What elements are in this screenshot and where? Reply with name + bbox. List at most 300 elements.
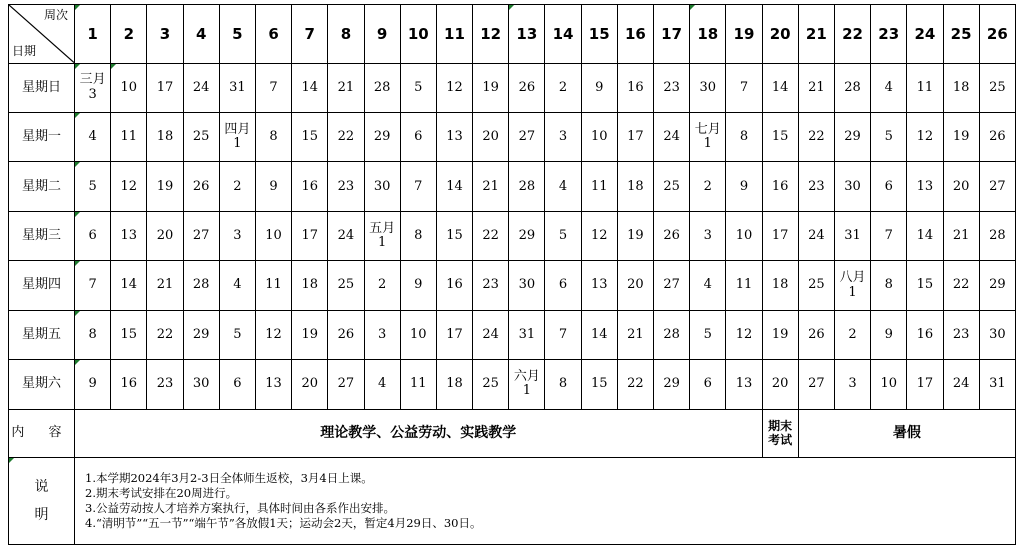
date-number: 8 (884, 277, 893, 293)
week-header-4: 4 (183, 5, 219, 64)
date-number: 5 (88, 178, 97, 194)
date-cell (726, 63, 762, 112)
date-number: 10 (265, 227, 282, 243)
date-cell (979, 112, 1015, 161)
date-cell (328, 63, 364, 112)
date-cell (255, 310, 291, 359)
date-cell (979, 211, 1015, 260)
notes-label (9, 458, 75, 545)
date-number: 20 (301, 376, 318, 392)
date-number: 3 (88, 86, 97, 102)
date-number: 3 (558, 129, 568, 145)
week-header-11: 11 (436, 5, 472, 64)
date-cell (364, 310, 400, 359)
date-number: 9 (884, 326, 893, 342)
date-number: 18 (627, 178, 644, 194)
date-cell (436, 63, 472, 112)
cell-marker (690, 5, 695, 10)
date-number: 4 (377, 376, 387, 392)
date-number: 16 (446, 277, 463, 293)
date-cell (654, 310, 690, 359)
date-number: 20 (627, 277, 644, 293)
date-cell (943, 310, 979, 359)
date-number: 18 (301, 277, 318, 293)
week-header-19: 19 (726, 5, 762, 64)
week-header-13: 13 (509, 5, 545, 64)
date-number: 28 (518, 178, 536, 194)
date-number: 18 (952, 79, 970, 95)
date-number: 1 (848, 284, 857, 300)
date-number: 22 (482, 227, 499, 243)
date-number: 6 (88, 227, 97, 243)
date-number: 27 (518, 129, 536, 145)
date-cell (111, 211, 147, 260)
date-cell (364, 360, 400, 409)
notes-content (75, 458, 1016, 545)
calendar-body (9, 5, 1016, 545)
cell-marker (111, 64, 116, 69)
date-cell (255, 162, 291, 211)
date-number: 16 (301, 178, 318, 194)
date-number: 10 (735, 227, 753, 243)
date-cell (871, 211, 907, 260)
date-cell (328, 360, 364, 409)
date-cell (690, 162, 726, 211)
week-header-12: 12 (473, 5, 509, 64)
date-cell (183, 112, 219, 161)
date-number: 4 (703, 277, 712, 293)
date-cell (473, 211, 509, 260)
date-number: 22 (808, 129, 825, 145)
date-number: 30 (518, 277, 536, 293)
date-cell (328, 310, 364, 359)
week-header-22: 22 (834, 5, 870, 64)
date-cell (726, 112, 762, 161)
day-label: 星期二 (9, 162, 75, 211)
date-number: 26 (808, 326, 825, 342)
date-cell (219, 211, 255, 260)
date-number: 21 (808, 79, 825, 95)
date-cell (690, 112, 726, 161)
date-number: 17 (301, 227, 318, 243)
date-number: 24 (482, 326, 499, 342)
note-line: 1.本学期2024年3月2-3日全体师生返校，3月4日上课。 (85, 471, 373, 486)
date-number: 11 (265, 277, 282, 293)
corner-cell (9, 5, 75, 64)
date-number: 27 (663, 277, 680, 293)
date-cell (364, 112, 400, 161)
date-number: 21 (156, 277, 174, 293)
date-cell (798, 162, 834, 211)
date-cell (834, 63, 870, 112)
date-cell (473, 63, 509, 112)
date-number: 14 (120, 277, 138, 293)
day-label: 星期六 (9, 360, 75, 409)
date-number: 13 (916, 178, 934, 194)
date-cell (726, 162, 762, 211)
date-cell (292, 360, 328, 409)
date-cell (400, 261, 436, 310)
date-cell (328, 162, 364, 211)
date-cell (690, 63, 726, 112)
date-cell (762, 112, 798, 161)
date-number: 11 (590, 178, 608, 194)
date-cell (545, 211, 581, 260)
day-label: 星期三 (9, 211, 75, 260)
date-number: 16 (120, 376, 138, 392)
date-cell (581, 211, 617, 260)
date-number: 25 (192, 129, 210, 145)
week-header-18: 18 (690, 5, 726, 64)
date-cell (654, 162, 690, 211)
date-cell (690, 360, 726, 409)
date-cell (545, 112, 581, 161)
date-cell (907, 112, 943, 161)
date-number: 10 (880, 376, 897, 392)
month-label: 六月 (513, 369, 540, 385)
date-number: 12 (446, 79, 463, 95)
notes-label-1: 说 (34, 479, 49, 496)
date-number: 19 (627, 227, 644, 243)
date-number: 30 (844, 178, 861, 194)
date-number: 26 (337, 326, 355, 342)
date-number: 12 (916, 129, 934, 145)
corner-date-label: 日期 (12, 44, 37, 59)
date-cell (147, 211, 183, 260)
month-label: 八月 (839, 270, 866, 286)
day-row (9, 310, 1016, 359)
date-number: 23 (482, 277, 499, 293)
date-cell (111, 360, 147, 409)
date-cell (943, 211, 979, 260)
month-label: 四月 (224, 121, 251, 137)
summer-vacation: 暑假 (798, 409, 1015, 457)
date-cell (292, 310, 328, 359)
date-number: 4 (558, 178, 568, 194)
date-cell (400, 162, 436, 211)
date-number: 29 (373, 129, 391, 145)
date-number: 30 (699, 79, 717, 95)
date-number: 21 (482, 178, 499, 194)
date-number: 6 (703, 376, 712, 392)
date-cell (943, 261, 979, 310)
date-cell (436, 211, 472, 260)
date-number: 2 (703, 178, 712, 194)
date-cell (907, 261, 943, 310)
date-number: 20 (156, 227, 174, 243)
date-cell (979, 261, 1015, 310)
date-cell (219, 360, 255, 409)
school-calendar-table (8, 4, 1016, 545)
date-number: 15 (446, 227, 463, 243)
date-cell (75, 211, 111, 260)
date-cell (292, 63, 328, 112)
date-cell (509, 112, 545, 161)
date-cell (726, 360, 762, 409)
date-number: 15 (301, 129, 318, 145)
date-number: 29 (989, 277, 1006, 293)
day-row (9, 261, 1016, 310)
date-cell (979, 360, 1015, 409)
date-cell (726, 261, 762, 310)
date-cell (871, 360, 907, 409)
date-cell (762, 360, 798, 409)
date-number: 11 (735, 277, 753, 293)
date-cell (871, 261, 907, 310)
date-cell (834, 162, 870, 211)
date-cell (545, 360, 581, 409)
date-cell (907, 63, 943, 112)
week-header-20: 20 (762, 5, 798, 64)
date-number: 1 (703, 136, 712, 152)
date-number: 15 (916, 277, 934, 293)
teaching-content: 理论教学、公益劳动、实践教学 (75, 409, 763, 457)
date-cell (75, 261, 111, 310)
cell-marker (509, 5, 514, 10)
date-cell (762, 310, 798, 359)
date-number: 28 (989, 227, 1006, 243)
date-number: 12 (590, 227, 608, 243)
date-number: 8 (739, 129, 749, 145)
date-cell (798, 63, 834, 112)
week-header-8: 8 (328, 5, 364, 64)
date-number: 20 (482, 129, 499, 145)
cell-marker (75, 212, 80, 217)
date-cell (111, 112, 147, 161)
date-cell (436, 360, 472, 409)
date-cell (798, 360, 834, 409)
date-number: 26 (989, 129, 1006, 145)
date-cell (654, 112, 690, 161)
date-cell (617, 261, 653, 310)
date-number: 27 (337, 376, 355, 392)
date-number: 21 (337, 79, 355, 95)
week-header-10: 10 (400, 5, 436, 64)
date-number: 5 (884, 129, 893, 145)
day-row (9, 360, 1016, 409)
date-cell (581, 112, 617, 161)
date-cell (255, 112, 291, 161)
header-row (9, 5, 1016, 64)
date-number: 7 (88, 277, 97, 293)
date-cell (436, 310, 472, 359)
day-label: 星期日 (9, 63, 75, 112)
date-cell (509, 162, 545, 211)
date-number: 9 (739, 178, 749, 194)
cell-marker (9, 458, 14, 463)
date-cell (364, 211, 400, 260)
date-number: 19 (301, 326, 318, 342)
date-number: 23 (663, 79, 680, 95)
date-cell (943, 360, 979, 409)
date-cell (979, 310, 1015, 359)
date-number: 15 (590, 376, 608, 392)
date-number: 10 (120, 79, 138, 95)
date-cell (147, 112, 183, 161)
date-number: 7 (739, 79, 749, 95)
date-cell (509, 211, 545, 260)
date-number: 21 (952, 227, 970, 243)
date-number: 4 (233, 277, 242, 293)
notes-row (9, 458, 1016, 545)
date-number: 6 (558, 277, 568, 293)
cell-marker (75, 360, 80, 365)
date-cell (255, 63, 291, 112)
date-number: 12 (735, 326, 753, 342)
note-line: 3.公益劳动按人才培养方案执行，具体时间由各系作出安排。 (85, 501, 395, 516)
date-number: 17 (446, 326, 463, 342)
date-cell (183, 63, 219, 112)
date-number: 16 (916, 326, 934, 342)
date-cell (147, 162, 183, 211)
date-cell (292, 112, 328, 161)
date-cell (654, 63, 690, 112)
week-header-17: 17 (654, 5, 690, 64)
date-number: 27 (192, 227, 210, 243)
date-cell (111, 162, 147, 211)
content-row (9, 409, 1016, 457)
date-number: 3 (703, 227, 712, 243)
date-number: 22 (156, 326, 174, 342)
date-cell (943, 63, 979, 112)
date-cell (654, 360, 690, 409)
date-number: 29 (844, 129, 861, 145)
date-cell (834, 360, 870, 409)
date-cell (364, 261, 400, 310)
date-cell (473, 112, 509, 161)
date-cell (762, 261, 798, 310)
date-number: 14 (301, 79, 318, 95)
corner-week-label: 周次 (43, 8, 68, 22)
date-number: 2 (377, 277, 387, 293)
date-cell (473, 162, 509, 211)
date-cell (473, 360, 509, 409)
date-number: 14 (446, 178, 463, 194)
date-number: 7 (269, 79, 278, 95)
date-number: 28 (192, 277, 210, 293)
date-cell (834, 261, 870, 310)
date-cell (255, 211, 291, 260)
date-number: 17 (916, 376, 934, 392)
month-label: 五月 (369, 220, 396, 236)
date-cell (545, 63, 581, 112)
date-cell (690, 310, 726, 359)
date-cell (834, 211, 870, 260)
week-header-23: 23 (871, 5, 907, 64)
week-header-6: 6 (255, 5, 291, 64)
date-cell (400, 211, 436, 260)
date-number: 22 (337, 129, 355, 145)
date-cell (364, 63, 400, 112)
week-header-24: 24 (907, 5, 943, 64)
date-number: 22 (627, 376, 644, 392)
date-number: 8 (414, 227, 423, 243)
date-number: 5 (233, 326, 242, 342)
date-number: 6 (414, 129, 423, 145)
date-cell (690, 211, 726, 260)
date-cell (907, 310, 943, 359)
date-number: 3 (848, 376, 857, 392)
month-label: 三月 (79, 72, 106, 88)
date-cell (545, 162, 581, 211)
date-number: 14 (590, 326, 608, 342)
date-cell (328, 211, 364, 260)
date-cell (581, 63, 617, 112)
date-number: 8 (269, 129, 278, 145)
date-cell (75, 360, 111, 409)
date-number: 1 (377, 235, 387, 251)
date-cell (183, 162, 219, 211)
cell-marker (75, 162, 80, 167)
date-number: 6 (233, 376, 242, 392)
date-number: 5 (703, 326, 712, 342)
week-header-3: 3 (147, 5, 183, 64)
date-number: 23 (337, 178, 355, 194)
date-cell (219, 162, 255, 211)
date-cell (183, 310, 219, 359)
cell-marker (75, 311, 80, 316)
date-cell (726, 211, 762, 260)
date-cell (400, 310, 436, 359)
date-cell (219, 63, 255, 112)
date-cell (798, 261, 834, 310)
date-number: 17 (627, 129, 644, 145)
date-number: 12 (265, 326, 282, 342)
date-number: 24 (952, 376, 970, 392)
date-cell (328, 112, 364, 161)
date-number: 1 (522, 383, 531, 399)
week-header-2: 2 (111, 5, 147, 64)
date-number: 15 (771, 129, 789, 145)
date-number: 24 (808, 227, 825, 243)
day-label: 星期五 (9, 310, 75, 359)
date-cell (871, 162, 907, 211)
date-cell (907, 162, 943, 211)
date-number: 5 (414, 79, 423, 95)
final-exam-cell (762, 409, 798, 457)
date-number: 13 (590, 277, 608, 293)
date-number: 20 (952, 178, 970, 194)
date-cell (147, 63, 183, 112)
date-cell (617, 112, 653, 161)
date-cell (219, 261, 255, 310)
date-number: 18 (156, 129, 174, 145)
date-number: 27 (989, 178, 1006, 194)
date-number: 16 (771, 178, 789, 194)
date-cell (798, 211, 834, 260)
date-cell (617, 63, 653, 112)
week-header-21: 21 (798, 5, 834, 64)
date-number: 24 (192, 79, 210, 95)
date-cell (400, 360, 436, 409)
date-cell (255, 360, 291, 409)
date-cell (581, 261, 617, 310)
date-number: 2 (233, 178, 242, 194)
date-cell (545, 261, 581, 310)
date-cell (111, 63, 147, 112)
content-label: 内 容 (9, 409, 75, 457)
week-header-5: 5 (219, 5, 255, 64)
week-header-7: 7 (292, 5, 328, 64)
date-number: 19 (482, 79, 499, 95)
date-cell (907, 211, 943, 260)
date-number: 14 (771, 79, 789, 95)
date-number: 5 (558, 227, 568, 243)
date-number: 31 (229, 79, 246, 95)
date-cell (943, 162, 979, 211)
date-cell (545, 310, 581, 359)
date-number: 14 (916, 227, 934, 243)
